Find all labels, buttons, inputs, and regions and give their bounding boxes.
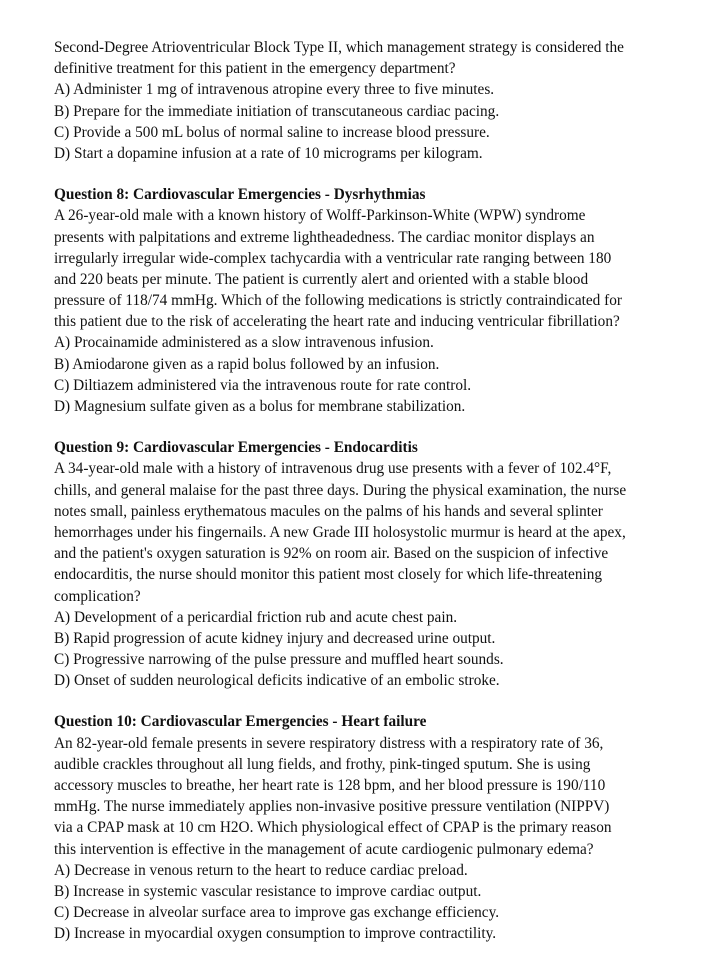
question-stem-line: audible crackles throughout all lung fields, and frothy, pink-tinged sputum. She is using [54,755,591,773]
question-stem-line: hemorrhages under his fingernails. A new Grade III holosystolic murmur is heard at the apex, [54,523,626,541]
question-stem-line: complication? [54,587,141,605]
question-8-block [54,184,666,417]
question-stem-line: presents with palpitations and extreme lightheadedness. The cardiac monitor displays an [54,228,595,246]
question-stem-line: and the patient's oxygen saturation is 92% on room air. Based on the suspicion of infective [54,545,609,563]
answer-option-b: B) Prepare for the immediate initiation of transcutaneous cardiac pacing. [54,102,500,120]
question-stem-line: Second-Degree Atrioventricular Block Type II, which management strategy is considered the [54,39,624,56]
answer-option-a: A) Development of a pericardial friction rub and acute chest pain. [54,608,458,626]
question-stem-line: definitive treatment for this patient in the emergency department? [54,60,456,78]
answer-option-d: D) Onset of sudden neurological deficits indicative of an embolic stroke. [54,672,500,690]
question-stem-line: notes small, painless erythematous macules on the palms of his hands and several splinter [54,502,603,520]
answer-option-a: A) Procainamide administered as a slow intravenous infusion. [54,334,434,352]
question-stem-line: An 82-year-old female presents in severe respiratory distress with a respiratory rate of 36, [54,734,604,752]
question-stem-line: pressure of 118/74 mmHg. Which of the following medications is strictly contraindicated for [54,292,622,310]
question-stem-line: accessory muscles to breathe, her heart rate is 128 bpm, and her blood pressure is 190/110 [54,777,606,794]
question-stem-line: and 220 beats per minute. The patient is currently alert and oriented with a stable blood [54,270,589,288]
answer-option-a: A) Decrease in venous return to the heart to reduce cardiac preload. [54,861,468,879]
question-10-block [54,711,666,944]
question-heading: Question 10: Cardiovascular Emergencies - Heart failure [54,713,427,731]
answer-option-c: C) Provide a 500 mL bolus of normal saline to increase blood pressure. [54,123,490,141]
question-stem-line: endocarditis, the nurse should monitor this patient most closely for which life-threatening [54,566,603,584]
question-heading: Question 8: Cardiovascular Emergencies - Dysrhythmias [54,186,426,204]
answer-option-b: B) Increase in systemic vascular resistance to improve cardiac output. [54,882,482,900]
answer-option-d: D) Increase in myocardial oxygen consumption to improve contractility. [54,925,497,943]
answer-option-b: B) Amiodarone given as a rapid bolus followed by an infusion. [54,355,440,373]
answer-option-d: D) Magnesium sulfate given as a bolus for membrane stabilization. [54,398,466,415]
spacer [54,691,666,711]
answer-option-c: C) Diltiazem administered via the intravenous route for rate control. [54,376,472,394]
answer-option-d: D) Start a dopamine infusion at a rate of 10 micrograms per kilogram. [54,144,483,162]
question-stem-line: via a CPAP mask at 10 cm H2O. Which physiological effect of CPAP is the primary reason [54,819,612,837]
question-stem-line: mmHg. The nurse immediately applies non-invasive positive pressure ventilation (NIPPV) [54,798,610,816]
question-stem-line: A 26-year-old male with a known history of Wolff-Parkinson-White (WPW) syndrome [54,207,586,225]
question-heading: Question 9: Cardiovascular Emergencies - Endocarditis [54,439,418,457]
question-stem-line: chills, and general malaise for the past three days. During the physical examination, the nurse [54,481,627,499]
spacer [54,417,666,437]
document-page [54,37,666,945]
question-7-block [54,37,666,164]
answer-option-a: A) Administer 1 mg of intravenous atropine every three to five minutes. [54,81,495,99]
question-stem-line: A 34-year-old male with a history of intravenous drug use presents with a fever of 102.4°F, [54,460,612,478]
question-9-block [54,437,666,691]
spacer [54,164,666,184]
answer-option-c: C) Progressive narrowing of the pulse pressure and muffled heart sounds. [54,651,504,669]
question-stem-line: this intervention is effective in the management of acute cardiogenic pulmonary edema? [54,840,594,858]
question-stem-line: irregularly irregular wide-complex tachycardia with a ventricular rate ranging between 180 [54,249,612,267]
answer-option-b: B) Rapid progression of acute kidney injury and decreased urine output. [54,629,496,647]
answer-option-c: C) Decrease in alveolar surface area to improve gas exchange efficiency. [54,904,500,922]
question-stem-line: this patient due to the risk of accelerating the heart rate and inducing ventricular fibrillation? [54,313,620,331]
